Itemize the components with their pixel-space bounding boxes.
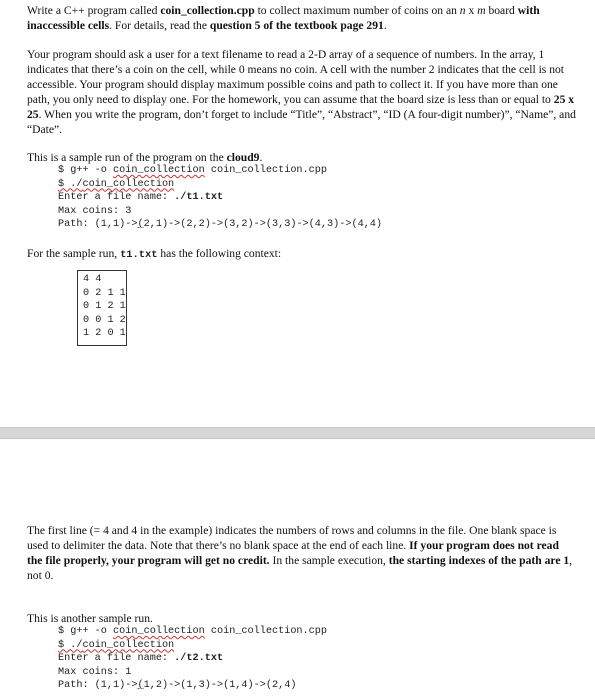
bold-phrase: with inaccessible cells: [27, 4, 540, 32]
text-run: This is another sample run.: [27, 612, 153, 625]
file-line: 0 0 1 2: [83, 314, 126, 326]
var-n: n: [459, 4, 466, 17]
page-break-separator: [0, 427, 595, 439]
text-run: The first line (= 4 and 4 in the example) indicates the numbers of rows and columns in the file. One blank space is used to delimiter the data. Note that there’s no blank space at the end of each line.: [27, 524, 557, 552]
sample-run-2-intro: [27, 611, 577, 626]
compile-command-line: $ g++ -o coin_collection coin_collection.cpp: [58, 165, 328, 176]
text-run: x: [465, 4, 478, 17]
compile-command-line: $ g++ -o coin_collection coin_collection.cpp: [58, 626, 328, 637]
textbook-reference: question 5 of the textbook page 291: [209, 19, 384, 32]
text-run: , not 0.: [27, 554, 573, 582]
run-command-line: $ ./coin_collection: [58, 178, 175, 190]
file-line: 0 1 2 1: [83, 301, 126, 312]
text-run: This is a sample run of the program on the: [27, 151, 227, 164]
input-filename: t1.txt: [120, 249, 158, 261]
text-run: Your program should ask a user for a text filename to read a 2-D array of a sequence of numbers. In the array, 1 indicates that there’s a coin on the cell, while 0 means no coin. A cell with the number 2 indicates that the cell is not accessible. Your program should display maximum possible coins and path to collect it. If you have more than one path, you only need to display one. For the homework, you can assume that the board size is less than or equal to: [27, 48, 565, 106]
text-run: For the sample run,: [27, 247, 121, 260]
text-run: In the sample execution,: [269, 554, 389, 567]
text-run: board: [485, 4, 518, 17]
file-context-sentence: [27, 246, 577, 263]
file-content-box: [77, 270, 127, 346]
text-run: has the following context:: [157, 247, 282, 260]
run-command-line: $ ./coin_collection: [58, 639, 175, 651]
var-m: m: [477, 4, 486, 17]
max-coins-line: Max coins: 1: [58, 666, 132, 678]
file-line: 4 4: [83, 274, 102, 285]
text-run: . When you write the program, don’t forget to include “Title”, “Abstract”, “ID (A four-digit number)”, “Name”, and “Date”.: [27, 108, 576, 136]
index-note: the starting indexes of the path are 1: [388, 554, 570, 567]
text-run: .: [259, 151, 263, 164]
file-format-paragraph: [27, 523, 577, 583]
path-line: Path: (1,1)->(2,1)->(2,2)->(3,2)->(3,3)->(4,3)->(4,4): [58, 219, 383, 230]
max-coins-line: Max coins: 3: [58, 205, 132, 217]
requirements-paragraph: [27, 47, 577, 137]
program-filename: coin_collection.cpp: [160, 4, 255, 17]
sample-run-1-terminal: [58, 164, 558, 232]
board-size-limit: 25 x 25: [27, 93, 575, 121]
path-line: Path: (1,1)->(1,2)->(1,3)->(1,4)->(2,4): [58, 680, 297, 691]
text-run: to collect maximum number of coins on an: [254, 4, 460, 17]
text-run: . For details, read the: [109, 19, 210, 32]
filename-prompt-line: Enter a file name: ./t2.txt: [58, 653, 224, 664]
sample-run-intro: [27, 150, 577, 165]
file-line: 0 2 1 1: [83, 287, 126, 299]
filename-prompt-line: Enter a file name: ./t1.txt: [58, 192, 224, 203]
text-run: .: [383, 19, 387, 32]
assignment-intro-paragraph: [27, 3, 577, 33]
platform-name: cloud9: [226, 151, 260, 164]
file-line: 1 2 0 1: [83, 328, 126, 339]
sample-run-2-terminal: [58, 625, 558, 693]
text-run: Write a C++ program called: [27, 4, 161, 17]
credit-warning: If your program does not read the file properly, your program will get no credit.: [27, 539, 559, 567]
